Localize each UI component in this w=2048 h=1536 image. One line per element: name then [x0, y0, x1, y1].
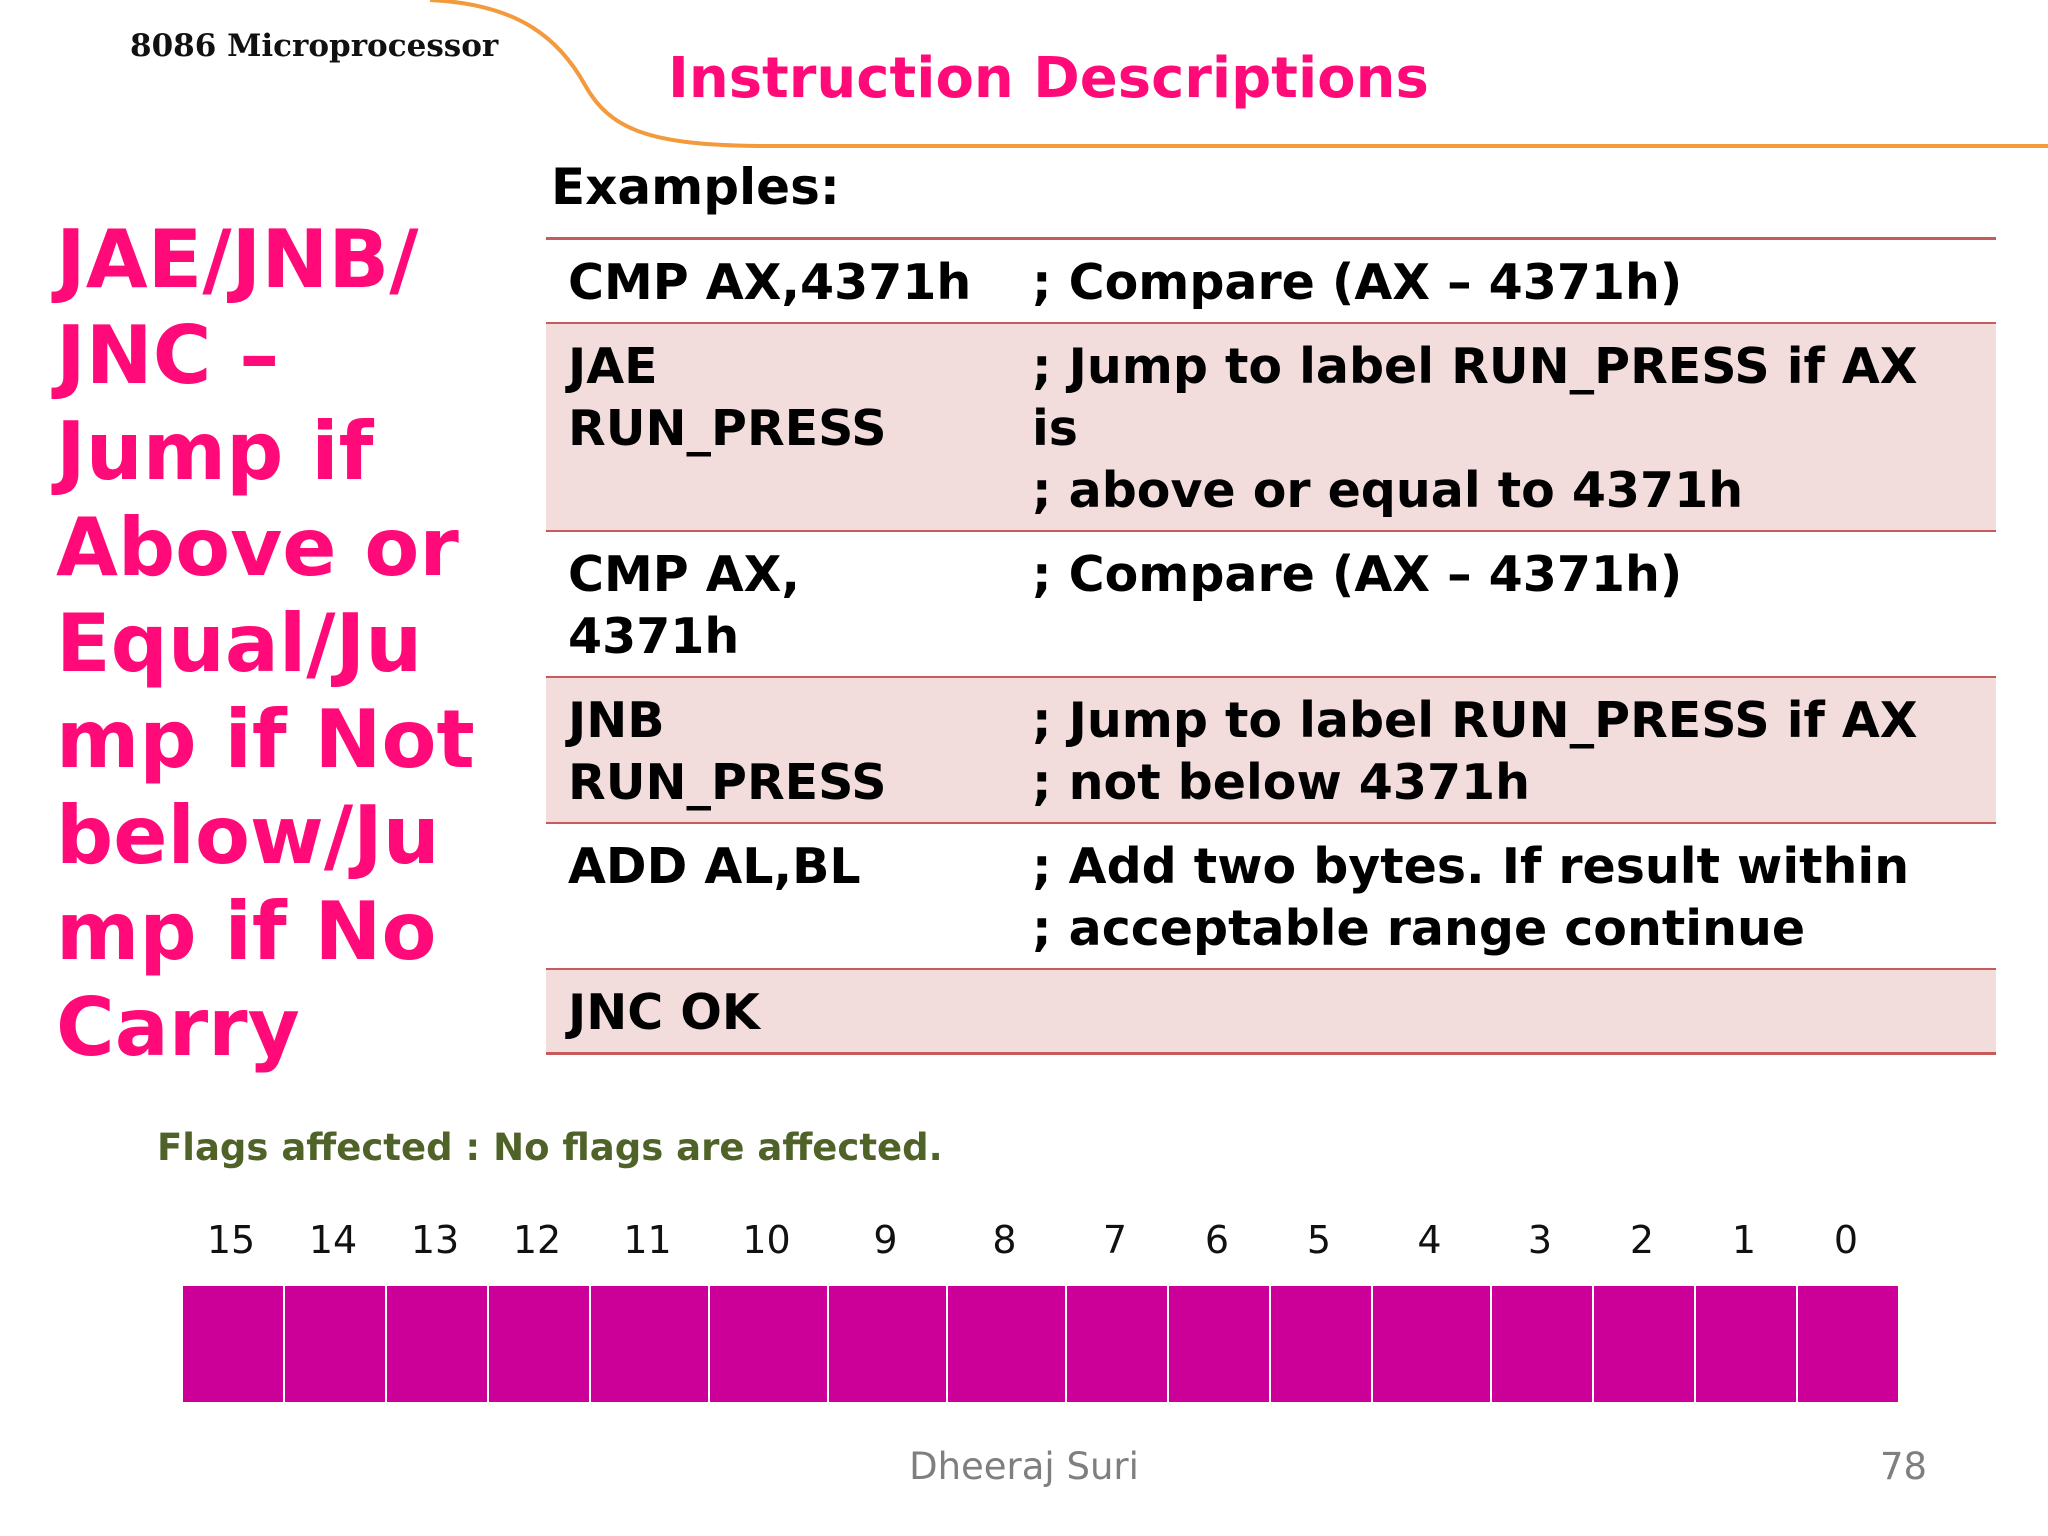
bit-number-label: 10 [742, 1218, 791, 1262]
instruction-cell [546, 677, 1010, 823]
flag-bit-cell [1491, 1285, 1593, 1403]
flag-bit-cell [1593, 1285, 1695, 1403]
bit-number-label: 13 [410, 1218, 460, 1262]
comment-text: ; above or equal to 4371h [1032, 462, 1744, 519]
flag-bit-cell [947, 1285, 1066, 1403]
flag-bit-cell [1168, 1285, 1270, 1403]
comment-cell [1010, 823, 1996, 969]
flag-bit-cell [386, 1285, 488, 1403]
instruction-text: JNB [568, 692, 665, 749]
heading-line: JNC – [56, 309, 280, 402]
comment-cell [1010, 531, 1996, 677]
examples-table [546, 237, 1996, 1055]
bit-number-label: 9 [873, 1218, 898, 1262]
heading-line: Jump if [56, 405, 374, 498]
instruction-text: ADD AL,BL [568, 838, 861, 895]
flag-bit-cell [1695, 1285, 1797, 1403]
instruction-text: CMP AX, [568, 546, 801, 603]
bit-number-label: 6 [1204, 1218, 1230, 1262]
flag-bit-cell [1372, 1285, 1491, 1403]
comment-text: ; Compare (AX – 4371h) [1032, 546, 1683, 603]
bit-number-label: 12 [512, 1218, 562, 1262]
instruction-text: JNC OK [568, 984, 760, 1041]
footer-author: Dheeraj Suri [909, 1445, 1139, 1488]
examples-label: Examples: [551, 158, 840, 216]
heading-line: mp if No [56, 885, 437, 978]
instruction-cell [546, 239, 1010, 324]
bit-number-label: 7 [1102, 1218, 1128, 1262]
bit-number-label: 15 [206, 1218, 256, 1262]
flag-bit-cell [709, 1285, 828, 1403]
heading-line: Equal/Ju [56, 597, 423, 690]
bit-number-label: 5 [1306, 1218, 1332, 1262]
instruction-text: CMP AX,4371h [568, 254, 972, 311]
instruction-cell [546, 969, 1010, 1054]
heading-line: Carry [56, 981, 300, 1074]
flag-bit-cell [284, 1285, 386, 1403]
flag-bit-cell [1797, 1285, 1899, 1403]
comment-cell [1010, 969, 1996, 1054]
comment-cell [1010, 239, 1996, 324]
instruction-cell [546, 823, 1010, 969]
instruction-text: 4371h [568, 608, 740, 665]
table-row [546, 677, 1996, 823]
instruction-text: RUN_PRESS [568, 754, 887, 811]
instruction-text: JAE [568, 338, 658, 395]
bit-number-label: 1 [1731, 1218, 1757, 1262]
bit-number-label: 8 [992, 1218, 1017, 1262]
comment-text: ; Jump to label RUN_PRESS if AX [1032, 692, 1918, 749]
comment-text: ; Add two bytes. If result within [1032, 838, 1910, 895]
flag-bit-numbers [0, 1218, 2048, 1268]
comment-text: is [1032, 400, 1078, 457]
bit-number-label: 2 [1629, 1218, 1655, 1262]
instruction-heading [56, 212, 526, 1076]
heading-line: Above or [56, 501, 459, 594]
heading-line: JAE/JNB/ [56, 213, 419, 306]
flag-bit-cell [828, 1285, 947, 1403]
instruction-cell [546, 531, 1010, 677]
heading-line: mp if Not [56, 693, 475, 786]
comment-text: ; Jump to label RUN_PRESS if AX [1032, 338, 1918, 395]
comment-text: ; acceptable range continue [1032, 900, 1806, 957]
slide-title: Instruction Descriptions [668, 46, 1429, 111]
course-title: 8086 Microprocessor [130, 28, 499, 64]
flag-bit-cell [1270, 1285, 1372, 1403]
flag-bit-cell [488, 1285, 590, 1403]
table-row [546, 531, 1996, 677]
table-row [546, 823, 1996, 969]
page-number: 78 [1880, 1445, 1928, 1488]
comment-text: ; Compare (AX – 4371h) [1032, 254, 1683, 311]
bit-number-label: 3 [1527, 1218, 1553, 1262]
bit-number-label: 14 [308, 1218, 358, 1262]
bit-number-label: 0 [1833, 1218, 1859, 1262]
table-row [546, 969, 1996, 1054]
flag-bit-cell [1066, 1285, 1168, 1403]
flags-affected-note: Flags affected : No flags are affected. [157, 1126, 943, 1169]
bit-number-label: 11 [623, 1218, 672, 1262]
bit-number-label: 4 [1417, 1218, 1442, 1262]
instruction-cell [546, 323, 1010, 531]
table-row [546, 323, 1996, 531]
comment-text: ; not below 4371h [1032, 754, 1531, 811]
flag-bit-cell [182, 1285, 284, 1403]
heading-line: below/Ju [56, 789, 440, 882]
flag-register-diagram [182, 1285, 1904, 1405]
flag-bit-cell [590, 1285, 709, 1403]
table-row [546, 239, 1996, 324]
comment-cell [1010, 323, 1996, 531]
instruction-text: RUN_PRESS [568, 400, 887, 457]
comment-cell [1010, 677, 1996, 823]
